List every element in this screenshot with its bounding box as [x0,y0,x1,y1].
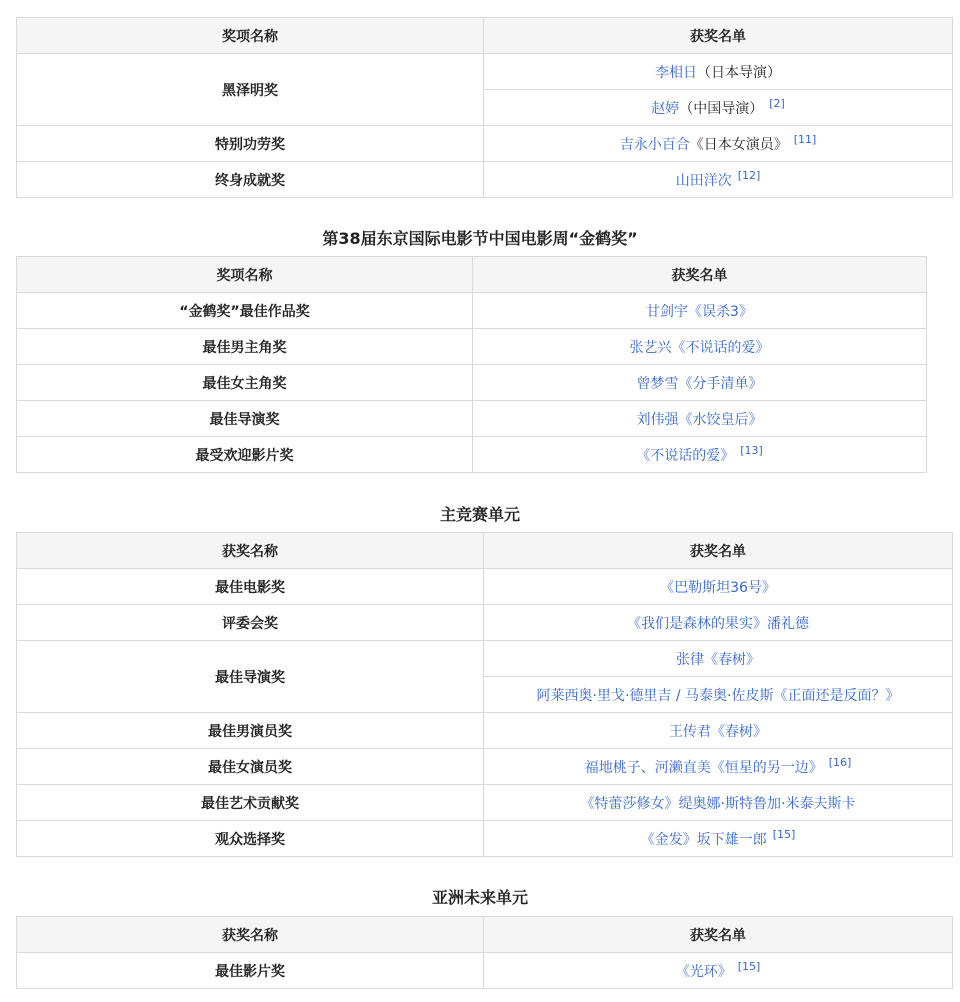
winner-cell [484,90,953,126]
winner-link[interactable]: 赵婷 [651,101,680,117]
award-name-cell: “金鹤奖”最佳作品奖 [17,293,473,329]
table-row [17,365,927,401]
awards-table-golden-crane [16,256,927,473]
winner-link[interactable]: 《巴勒斯坦36号》 [660,579,776,596]
section-title-asian-future: 亚洲未来单元 [431,888,528,907]
winner-note: （中国导演） [679,101,764,117]
winner-link[interactable]: 《特蕾莎修女》缇奥娜·斯特鲁加·米泰夫斯卡 [580,795,856,812]
winner-cell [484,749,953,785]
column-header: 奖项名称 [17,257,473,293]
table-row [17,437,927,473]
award-name-cell: 评委会奖 [17,605,484,641]
table-row [17,54,953,90]
award-name-cell: 最佳女演员奖 [17,749,484,785]
table-row [17,641,953,677]
award-name-cell: 黑泽明奖 [17,54,484,126]
winner-cell [484,54,953,90]
award-name-cell: 最佳男主角奖 [17,329,473,365]
column-header: 获奖名单 [473,257,927,293]
table-row [17,401,927,437]
table-row [17,749,953,785]
winner-link[interactable]: 吉永小百合 [619,137,690,153]
table-row [17,569,953,605]
winner-link[interactable]: 张艺兴《不说话的爱》 [629,339,770,356]
winner-cell [484,821,953,857]
table-header-row [17,257,927,293]
award-name-cell: 最佳女主角奖 [17,365,473,401]
table-header-row [17,917,953,953]
awards-table-1 [16,17,953,198]
winner-cell [473,293,927,329]
winner-link[interactable]: 张律《春树》 [676,651,760,668]
reference-link[interactable]: [16] [828,756,852,769]
table-row [17,126,953,162]
winner-link[interactable]: 福地桃子、河濑直美《恒星的另一边》 [584,760,823,776]
reference-link[interactable]: [15] [737,960,761,973]
winner-cell [473,401,927,437]
winner-cell [473,437,927,473]
winner-link[interactable]: 李相日 [655,64,697,81]
winner-cell [484,953,953,989]
award-name-cell: 最受欢迎影片奖 [17,437,473,473]
award-name-cell: 最佳影片奖 [17,953,484,989]
award-name-cell: 最佳导演奖 [17,401,473,437]
column-header: 获奖名称 [17,533,484,569]
table-row [17,953,953,989]
winner-link[interactable]: 曾梦雪《分手清单》 [636,375,763,392]
column-header: 获奖名单 [484,533,953,569]
winner-note: 《日本女演员》 [689,137,788,153]
table-row [17,605,953,641]
award-name-cell: 终身成就奖 [17,162,484,198]
winner-cell [484,605,953,641]
winner-cell [484,785,953,821]
award-name-cell: 观众选择奖 [17,821,484,857]
winner-cell [484,641,953,677]
reference-link[interactable]: [13] [740,444,763,457]
winner-link[interactable]: 甘剑宇《误杀3》 [646,303,753,320]
table-row [17,329,927,365]
winner-link[interactable]: 刘伟强《水饺皇后》 [636,411,763,428]
winner-cell [473,329,927,365]
table-row [17,162,953,198]
reference-link[interactable]: [15] [772,828,796,841]
winner-link[interactable]: 阿莱西奥·里戈·德里吉 / 马泰奥·佐皮斯《正面还是反面？》 [536,687,900,704]
winner-link[interactable]: 王传君《春树》 [669,723,767,740]
award-name-cell: 特别功劳奖 [17,126,484,162]
awards-table-main-competition [16,532,953,857]
award-name-cell: 最佳艺术贡献奖 [17,785,484,821]
column-header: 获奖名单 [484,917,953,953]
reference-link[interactable]: [11] [793,133,817,146]
table-header-row [17,18,953,54]
table-row [17,713,953,749]
winner-cell [484,713,953,749]
award-name-cell: 最佳导演奖 [17,641,484,713]
reference-link[interactable]: [12] [737,169,761,182]
winner-link[interactable]: 《不说话的爱》 [636,448,735,464]
winner-cell [484,162,953,198]
table-row [17,293,927,329]
table-row [17,785,953,821]
column-header: 获奖名称 [17,917,484,953]
award-name-cell: 最佳电影奖 [17,569,484,605]
table-row [17,821,953,857]
section-title-main-competition: 主竞赛单元 [439,505,520,524]
winner-link[interactable]: 《光环》 [675,964,732,980]
awards-table-asian-future [16,916,953,989]
reference-link[interactable]: [2] [769,97,785,110]
column-header: 奖项名称 [17,18,484,54]
award-name-cell: 最佳男演员奖 [17,713,484,749]
table-header-row [17,533,953,569]
section-title-golden-crane: 第38届东京国际电影节中国电影周“金鹤奖” [322,229,638,248]
winner-link[interactable]: 《我们是森林的果实》潘礼德 [627,615,809,632]
winner-link[interactable]: 山田洋次 [675,173,732,189]
winner-cell [484,126,953,162]
winner-cell [484,569,953,605]
winner-cell [473,365,927,401]
winner-link[interactable]: 《金发》坂下雄一郎 [640,832,767,848]
winner-note: （日本导演） [697,64,781,81]
column-header: 获奖名单 [484,18,953,54]
winner-cell [484,677,953,713]
